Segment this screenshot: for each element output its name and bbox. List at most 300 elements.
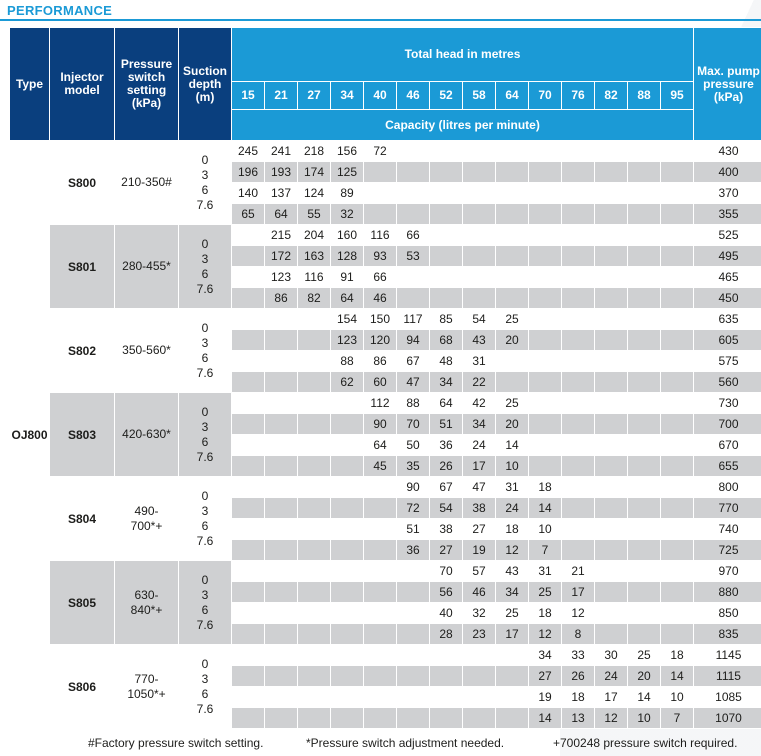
capacity-cell bbox=[595, 435, 628, 456]
capacity-cell: 38 bbox=[430, 519, 463, 540]
table-row bbox=[10, 393, 761, 414]
capacity-cell bbox=[562, 393, 595, 414]
capacity-cell: 160 bbox=[331, 225, 364, 246]
capacity-cell bbox=[430, 288, 463, 309]
capacity-cell bbox=[364, 582, 397, 603]
capacity-cell bbox=[562, 225, 595, 246]
suction-depth-cell bbox=[179, 309, 232, 393]
capacity-cell bbox=[232, 666, 265, 687]
capacity-cell bbox=[397, 141, 430, 162]
performance-body bbox=[10, 141, 761, 729]
capacity-cell bbox=[430, 267, 463, 288]
table-row bbox=[10, 645, 761, 666]
capacity-cell bbox=[397, 183, 430, 204]
capacity-cell: 22 bbox=[463, 372, 496, 393]
capacity-cell bbox=[628, 435, 661, 456]
capacity-cell bbox=[529, 246, 562, 267]
capacity-cell bbox=[562, 330, 595, 351]
capacity-cell bbox=[232, 624, 265, 645]
max-pressure-cell: 525 bbox=[694, 225, 761, 246]
header-divider bbox=[0, 19, 761, 21]
suction-depth-value: 6 bbox=[201, 350, 209, 365]
capacity-cell bbox=[331, 603, 364, 624]
capacity-cell: 10 bbox=[661, 687, 694, 708]
capacity-cell bbox=[265, 435, 298, 456]
head-value-34: 34 bbox=[331, 82, 364, 110]
capacity-cell bbox=[364, 561, 397, 582]
capacity-cell: 33 bbox=[562, 645, 595, 666]
capacity-cell bbox=[661, 477, 694, 498]
capacity-cell bbox=[529, 267, 562, 288]
capacity-cell bbox=[496, 204, 529, 225]
capacity-cell bbox=[265, 582, 298, 603]
capacity-cell bbox=[232, 225, 265, 246]
capacity-cell: 32 bbox=[331, 204, 364, 225]
capacity-cell bbox=[331, 456, 364, 477]
capacity-cell: 34 bbox=[430, 372, 463, 393]
head-value-95: 95 bbox=[661, 82, 694, 110]
capacity-cell bbox=[529, 225, 562, 246]
max-pressure-cell: 400 bbox=[694, 162, 761, 183]
capacity-cell bbox=[661, 393, 694, 414]
head-value-46: 46 bbox=[397, 82, 430, 110]
capacity-cell bbox=[463, 225, 496, 246]
capacity-cell: 26 bbox=[430, 456, 463, 477]
suction-depth-value: 6 bbox=[201, 518, 209, 533]
capacity-cell bbox=[298, 666, 331, 687]
capacity-cell bbox=[232, 477, 265, 498]
capacity-cell: 14 bbox=[661, 666, 694, 687]
capacity-cell: 18 bbox=[529, 477, 562, 498]
capacity-cell: 20 bbox=[628, 666, 661, 687]
capacity-cell: 24 bbox=[496, 498, 529, 519]
capacity-cell: 245 bbox=[232, 141, 265, 162]
capacity-cell bbox=[265, 687, 298, 708]
capacity-cell bbox=[661, 267, 694, 288]
capacity-cell bbox=[298, 330, 331, 351]
capacity-cell: 46 bbox=[463, 582, 496, 603]
suction-depth-value: 0 bbox=[201, 488, 209, 503]
capacity-cell bbox=[397, 204, 430, 225]
capacity-cell bbox=[661, 624, 694, 645]
capacity-cell bbox=[298, 309, 331, 330]
capacity-cell bbox=[562, 414, 595, 435]
capacity-cell bbox=[595, 561, 628, 582]
capacity-cell: 43 bbox=[496, 561, 529, 582]
capacity-cell: 65 bbox=[232, 204, 265, 225]
max-pressure-cell: 1070 bbox=[694, 708, 761, 729]
head-value-82: 82 bbox=[595, 82, 628, 110]
capacity-cell bbox=[463, 288, 496, 309]
capacity-cell: 53 bbox=[397, 246, 430, 267]
capacity-cell bbox=[628, 624, 661, 645]
max-pressure-cell: 495 bbox=[694, 246, 761, 267]
capacity-cell bbox=[331, 414, 364, 435]
capacity-cell: 48 bbox=[430, 351, 463, 372]
capacity-cell bbox=[364, 540, 397, 561]
capacity-cell bbox=[628, 183, 661, 204]
suction-depth-value: 3 bbox=[201, 335, 209, 350]
suction-depth-value: 6 bbox=[201, 266, 209, 281]
max-pressure-cell: 560 bbox=[694, 372, 761, 393]
capacity-cell: 28 bbox=[430, 624, 463, 645]
capacity-cell: 40 bbox=[430, 603, 463, 624]
capacity-cell bbox=[496, 666, 529, 687]
suction-depth-value: 7.6 bbox=[196, 533, 214, 548]
capacity-cell: 91 bbox=[331, 267, 364, 288]
capacity-cell bbox=[232, 645, 265, 666]
pump-type-cell: OJ800 bbox=[10, 141, 50, 729]
capacity-cell: 94 bbox=[397, 330, 430, 351]
capacity-cell bbox=[265, 393, 298, 414]
capacity-cell bbox=[661, 435, 694, 456]
capacity-cell bbox=[397, 561, 430, 582]
pressure-switch-cell: 490-700*+ bbox=[115, 477, 179, 561]
max-pressure-cell: 575 bbox=[694, 351, 761, 372]
capacity-cell bbox=[496, 183, 529, 204]
capacity-cell: 64 bbox=[364, 435, 397, 456]
capacity-cell: 89 bbox=[331, 183, 364, 204]
capacity-cell bbox=[529, 456, 562, 477]
suction-depth-value: 0 bbox=[201, 404, 209, 419]
capacity-cell bbox=[595, 477, 628, 498]
capacity-cell: 125 bbox=[331, 162, 364, 183]
capacity-cell: 26 bbox=[562, 666, 595, 687]
capacity-cell bbox=[265, 603, 298, 624]
capacity-cell: 17 bbox=[496, 624, 529, 645]
capacity-cell bbox=[232, 372, 265, 393]
capacity-cell bbox=[562, 141, 595, 162]
capacity-cell bbox=[595, 603, 628, 624]
capacity-cell bbox=[298, 498, 331, 519]
capacity-cell: 10 bbox=[496, 456, 529, 477]
table-row bbox=[10, 561, 761, 582]
capacity-cell bbox=[529, 351, 562, 372]
capacity-cell bbox=[496, 141, 529, 162]
capacity-cell bbox=[232, 435, 265, 456]
capacity-cell bbox=[298, 561, 331, 582]
suction-depth-cell bbox=[179, 561, 232, 645]
capacity-cell bbox=[397, 645, 430, 666]
capacity-cell bbox=[595, 141, 628, 162]
capacity-cell: 20 bbox=[496, 330, 529, 351]
capacity-cell bbox=[430, 162, 463, 183]
capacity-cell bbox=[364, 477, 397, 498]
capacity-cell bbox=[496, 288, 529, 309]
capacity-cell bbox=[364, 645, 397, 666]
capacity-cell bbox=[595, 519, 628, 540]
capacity-cell bbox=[298, 435, 331, 456]
table-row bbox=[10, 225, 761, 246]
head-value-27: 27 bbox=[298, 82, 331, 110]
capacity-cell bbox=[232, 603, 265, 624]
capacity-cell bbox=[595, 162, 628, 183]
max-pressure-cell: 370 bbox=[694, 183, 761, 204]
capacity-cell: 24 bbox=[463, 435, 496, 456]
suction-depth-value: 0 bbox=[201, 152, 209, 167]
head-value-52: 52 bbox=[430, 82, 463, 110]
capacity-cell: 17 bbox=[562, 582, 595, 603]
capacity-cell bbox=[232, 267, 265, 288]
capacity-cell: 23 bbox=[463, 624, 496, 645]
capacity-cell: 60 bbox=[364, 372, 397, 393]
capacity-cell bbox=[595, 246, 628, 267]
capacity-cell bbox=[496, 162, 529, 183]
capacity-cell bbox=[562, 267, 595, 288]
capacity-cell bbox=[397, 288, 430, 309]
col-header-pressure-switch: Pressure switch setting (kPa) bbox=[115, 28, 179, 141]
capacity-cell bbox=[529, 162, 562, 183]
table-row bbox=[10, 141, 761, 162]
capacity-cell bbox=[661, 582, 694, 603]
head-value-21: 21 bbox=[265, 82, 298, 110]
capacity-cell bbox=[232, 687, 265, 708]
capacity-cell bbox=[562, 246, 595, 267]
capacity-cell bbox=[628, 456, 661, 477]
col-header-max-pressure: Max. pump pressure (kPa) bbox=[694, 28, 761, 141]
capacity-cell bbox=[628, 477, 661, 498]
capacity-cell bbox=[628, 330, 661, 351]
capacity-cell: 64 bbox=[430, 393, 463, 414]
capacity-cell bbox=[397, 267, 430, 288]
capacity-cell: 32 bbox=[463, 603, 496, 624]
capacity-cell bbox=[529, 435, 562, 456]
max-pressure-cell: 670 bbox=[694, 435, 761, 456]
capacity-cell bbox=[463, 687, 496, 708]
capacity-cell bbox=[331, 582, 364, 603]
head-value-64: 64 bbox=[496, 82, 529, 110]
section-title: PERFORMANCE bbox=[7, 3, 113, 18]
capacity-cell bbox=[232, 246, 265, 267]
capacity-cell bbox=[397, 582, 430, 603]
capacity-cell bbox=[562, 309, 595, 330]
capacity-cell bbox=[331, 393, 364, 414]
capacity-cell: 14 bbox=[529, 708, 562, 729]
suction-depth-value: 0 bbox=[201, 236, 209, 251]
capacity-cell bbox=[628, 288, 661, 309]
capacity-cell: 50 bbox=[397, 435, 430, 456]
capacity-cell bbox=[661, 183, 694, 204]
capacity-cell bbox=[595, 288, 628, 309]
capacity-cell bbox=[562, 288, 595, 309]
capacity-cell bbox=[595, 309, 628, 330]
capacity-cell: 31 bbox=[463, 351, 496, 372]
capacity-cell: 31 bbox=[529, 561, 562, 582]
capacity-cell: 66 bbox=[397, 225, 430, 246]
capacity-cell bbox=[628, 351, 661, 372]
capacity-cell bbox=[562, 162, 595, 183]
section-header bbox=[0, 0, 761, 21]
suction-depth-value: 7.6 bbox=[196, 617, 214, 632]
capacity-cell bbox=[628, 309, 661, 330]
capacity-cell bbox=[364, 498, 397, 519]
capacity-cell bbox=[661, 141, 694, 162]
capacity-cell bbox=[265, 456, 298, 477]
capacity-cell bbox=[265, 309, 298, 330]
capacity-cell: 47 bbox=[397, 372, 430, 393]
capacity-cell bbox=[661, 414, 694, 435]
max-pressure-cell: 970 bbox=[694, 561, 761, 582]
capacity-cell bbox=[298, 414, 331, 435]
capacity-cell: 27 bbox=[430, 540, 463, 561]
suction-depth-value: 7.6 bbox=[196, 197, 214, 212]
capacity-cell: 17 bbox=[595, 687, 628, 708]
capacity-cell bbox=[298, 456, 331, 477]
capacity-cell bbox=[430, 141, 463, 162]
injector-model-cell: S806 bbox=[50, 645, 115, 729]
capacity-cell: 47 bbox=[463, 477, 496, 498]
capacity-cell: 57 bbox=[463, 561, 496, 582]
max-pressure-cell: 450 bbox=[694, 288, 761, 309]
capacity-cell bbox=[232, 519, 265, 540]
capacity-cell bbox=[529, 309, 562, 330]
suction-depth-value: 3 bbox=[201, 251, 209, 266]
capacity-cell bbox=[628, 582, 661, 603]
capacity-cell bbox=[661, 351, 694, 372]
capacity-cell: 12 bbox=[595, 708, 628, 729]
capacity-cell bbox=[331, 519, 364, 540]
capacity-cell: 72 bbox=[364, 141, 397, 162]
capacity-cell bbox=[265, 624, 298, 645]
suction-depth-value: 3 bbox=[201, 587, 209, 602]
capacity-cell: 13 bbox=[562, 708, 595, 729]
capacity-cell bbox=[562, 498, 595, 519]
capacity-cell: 86 bbox=[265, 288, 298, 309]
capacity-cell bbox=[397, 708, 430, 729]
table-row bbox=[10, 309, 761, 330]
head-value-88: 88 bbox=[628, 82, 661, 110]
capacity-cell: 42 bbox=[463, 393, 496, 414]
capacity-cell bbox=[364, 183, 397, 204]
capacity-cell bbox=[529, 183, 562, 204]
capacity-cell: 70 bbox=[397, 414, 430, 435]
capacity-cell bbox=[529, 414, 562, 435]
capacity-cell bbox=[595, 498, 628, 519]
pressure-switch-cell: 280-455* bbox=[115, 225, 179, 309]
capacity-cell: 196 bbox=[232, 162, 265, 183]
capacity-cell: 70 bbox=[430, 561, 463, 582]
head-value-15: 15 bbox=[232, 82, 265, 110]
capacity-cell bbox=[562, 372, 595, 393]
capacity-cell bbox=[331, 666, 364, 687]
capacity-cell bbox=[628, 561, 661, 582]
capacity-cell bbox=[628, 204, 661, 225]
capacity-cell bbox=[265, 645, 298, 666]
capacity-cell bbox=[331, 687, 364, 708]
capacity-cell bbox=[496, 645, 529, 666]
capacity-cell: 12 bbox=[562, 603, 595, 624]
suction-depth-value: 7.6 bbox=[196, 281, 214, 296]
capacity-cell: 128 bbox=[331, 246, 364, 267]
suction-depth-value: 7.6 bbox=[196, 701, 214, 716]
footnote-factory: #Factory pressure switch setting. bbox=[88, 736, 264, 750]
capacity-cell bbox=[661, 561, 694, 582]
capacity-cell bbox=[661, 330, 694, 351]
max-pressure-cell: 1115 bbox=[694, 666, 761, 687]
capacity-cell: 8 bbox=[562, 624, 595, 645]
capacity-cell: 241 bbox=[265, 141, 298, 162]
capacity-cell: 31 bbox=[496, 477, 529, 498]
capacity-cell: 18 bbox=[562, 687, 595, 708]
capacity-cell bbox=[265, 540, 298, 561]
suction-depth-value: 7.6 bbox=[196, 449, 214, 464]
injector-model-cell: S800 bbox=[50, 141, 115, 225]
capacity-cell bbox=[463, 708, 496, 729]
capacity-cell bbox=[595, 351, 628, 372]
capacity-cell: 34 bbox=[496, 582, 529, 603]
capacity-cell bbox=[661, 288, 694, 309]
capacity-cell: 7 bbox=[661, 708, 694, 729]
head-value-40: 40 bbox=[364, 82, 397, 110]
capacity-cell: 86 bbox=[364, 351, 397, 372]
capacity-cell bbox=[298, 540, 331, 561]
capacity-cell bbox=[265, 561, 298, 582]
capacity-cell bbox=[430, 666, 463, 687]
capacity-cell bbox=[496, 267, 529, 288]
capacity-cell: 90 bbox=[364, 414, 397, 435]
capacity-cell bbox=[265, 519, 298, 540]
capacity-cell bbox=[265, 414, 298, 435]
capacity-cell bbox=[595, 456, 628, 477]
capacity-cell: 18 bbox=[496, 519, 529, 540]
capacity-cell bbox=[364, 666, 397, 687]
performance-table bbox=[9, 27, 761, 729]
capacity-cell bbox=[562, 456, 595, 477]
col-header-type: Type bbox=[10, 28, 50, 141]
capacity-cell bbox=[331, 477, 364, 498]
capacity-cell bbox=[661, 246, 694, 267]
capacity-cell bbox=[430, 225, 463, 246]
capacity-cell: 137 bbox=[265, 183, 298, 204]
capacity-cell bbox=[265, 708, 298, 729]
capacity-cell: 116 bbox=[298, 267, 331, 288]
capacity-cell: 120 bbox=[364, 330, 397, 351]
capacity-cell: 72 bbox=[397, 498, 430, 519]
capacity-cell bbox=[232, 456, 265, 477]
capacity-cell bbox=[298, 351, 331, 372]
suction-depth-value: 7.6 bbox=[196, 365, 214, 380]
capacity-cell bbox=[232, 414, 265, 435]
capacity-cell bbox=[298, 645, 331, 666]
capacity-cell: 88 bbox=[397, 393, 430, 414]
capacity-cell: 64 bbox=[265, 204, 298, 225]
capacity-cell bbox=[364, 708, 397, 729]
capacity-cell: 18 bbox=[661, 645, 694, 666]
capacity-cell: 19 bbox=[463, 540, 496, 561]
capacity-cell bbox=[628, 225, 661, 246]
head-value-58: 58 bbox=[463, 82, 496, 110]
capacity-cell: 10 bbox=[628, 708, 661, 729]
capacity-cell: 36 bbox=[397, 540, 430, 561]
capacity-cell: 62 bbox=[331, 372, 364, 393]
capacity-cell: 66 bbox=[364, 267, 397, 288]
pressure-switch-cell: 420-630* bbox=[115, 393, 179, 477]
capacity-cell: 218 bbox=[298, 141, 331, 162]
max-pressure-cell: 1085 bbox=[694, 687, 761, 708]
col-header-injector-model: Injector model bbox=[50, 28, 115, 141]
suction-depth-value: 0 bbox=[201, 656, 209, 671]
suction-depth-value: 3 bbox=[201, 503, 209, 518]
capacity-cell bbox=[661, 225, 694, 246]
capacity-cell: 14 bbox=[496, 435, 529, 456]
capacity-cell: 56 bbox=[430, 582, 463, 603]
capacity-cell bbox=[364, 603, 397, 624]
capacity-cell: 68 bbox=[430, 330, 463, 351]
suction-depth-value: 3 bbox=[201, 167, 209, 182]
injector-model-cell: S802 bbox=[50, 309, 115, 393]
capacity-cell bbox=[397, 666, 430, 687]
table-row bbox=[10, 477, 761, 498]
